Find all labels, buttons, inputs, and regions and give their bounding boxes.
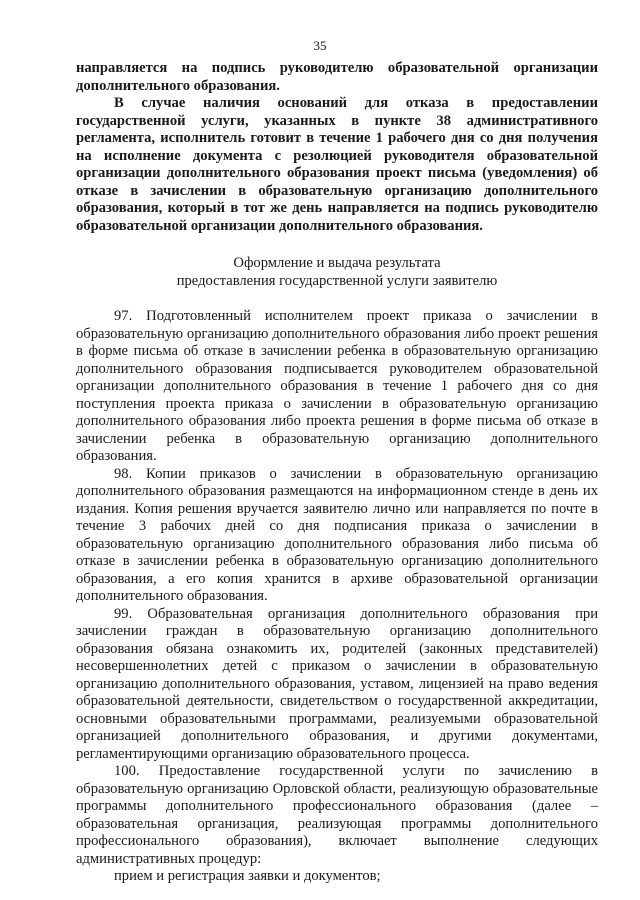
paragraph-100: 100. Предоставление государственной услуги по зачислению в образовательную организацию Орловской области, реализующую образовательные программы дополнительного профессионального образования (далее – образовательная организация, реализующая программы дополнительного профессионального образования), включает выполнение следующих административных процедур: — [76, 763, 598, 867]
paragraph-99: 99. Образовательная организация дополнительного образования при зачислении граждан в образовательную организацию дополнительного образования обязана ознакомить их, родителей (законных представителей) несовершеннолетних детей с приказом о зачислении в образовательную организацию дополнительного образования, уставом, лицензией на право ведения образовательной деятельности, свидетельством о государственной аккредитации, основными образовательными программами, реализуемыми образовательной организацией дополнительного образования, и другими документами, регламентирующими организацию образовательного процесса. — [76, 605, 598, 762]
paragraph-list-item: прием и регистрация заявки и документов; — [114, 868, 381, 884]
paragraph-98: 98. Копии приказов о зачислении в образовательную организацию дополнительного образования размещаются на информационном стенде в день их издания. Копия решения вручается заявителю лично или направляется по почте в течение 3 рабочих дней со дня подписания приказа о зачислении в образовательную организацию дополнительного образования либо письма об отказе в зачислении ребенка в образовательную организацию дополнительного образования, а его копия хранится в архиве образовательной организации дополнительного образования. — [76, 465, 598, 604]
section-heading-line-2: предоставления государственной услуги заявителю — [176, 273, 498, 289]
section-heading — [76, 254, 598, 290]
page-number: 35 — [313, 38, 327, 53]
section-heading-line-1: Оформление и выдача результата — [233, 255, 441, 271]
paragraph-97: 97. Подготовленный исполнителем проект приказа о зачислении в образовательную организацию дополнительного образования либо проект решения в форме письма об отказе в зачислении ребенка в образовательную организацию дополнительного образования подписывается руководителем образовательной организации дополнительного образования в течение 1 рабочего дня со дня поступления проекта приказа о зачислении в образовательную организацию дополнительного образования либо проекта решения в форме письма об отказе в зачислении ребенка в образовательную организацию дополнительного образования. — [76, 308, 598, 464]
document-body — [76, 60, 598, 886]
paragraph-refusal-basis: В случае наличия оснований для отказа в предоставлении государственной услуги, указанных в пункте 38 административного регламента, исполнитель готовит в течение 1 рабочего дня со дня получения на исполнение документа с резолюцией руководителя образовательной организации дополнительного образования проект письма (уведомления) об отказе в зачислении в образовательную организацию дополнительного образования, который в тот же день направляется на подпись руководителю образовательной организации дополнительного образования. — [76, 95, 598, 234]
paragraph-continuation: направляется на подпись руководителю образовательной организации дополнительного образования. — [76, 60, 598, 94]
